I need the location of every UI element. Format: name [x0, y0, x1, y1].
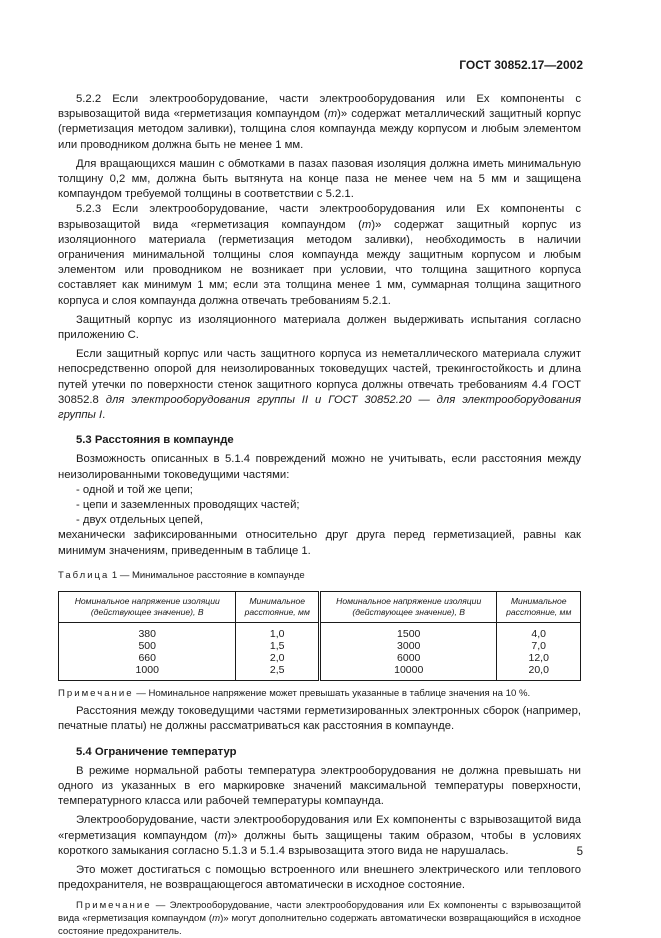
table-row — [59, 664, 581, 681]
table-cell: 2,5 — [236, 664, 320, 681]
standard-header: ГОСТ 30852.17—2002 — [459, 58, 583, 72]
table-cell: 6000 — [319, 652, 496, 664]
table-cell: 3000 — [319, 640, 496, 652]
short-circuit-protection-paragraph: Электрооборудование, части электрооборудования или Ex компоненты с взрывозащитой вида «герметизация компаундом (m)» должны быть защищены таким образом, чтобы в условиях короткого замыкания согласно 5.1.3 и 5.1.4 взрывозащита этого вида не нарушалась. — [58, 814, 582, 857]
table-cell: 500 — [59, 640, 236, 652]
table-cell: 1,0 — [236, 623, 320, 641]
table-cell: 12,0 — [497, 652, 581, 664]
table-cell: 10000 — [319, 664, 496, 681]
table-cell: 1000 — [59, 664, 236, 681]
temperature-paragraph: В режиме нормальной работы температура электрооборудования не должна превышать ни одного из указанных в его маркировке значений максимальной температуры поверхности, температурного класса или рабочей температуры компаунда. — [58, 764, 581, 808]
col-header-distance: Минимальное расстояние, мм — [236, 592, 320, 623]
distances-intro-paragraph: Возможность описанных в 5.1.4 повреждений можно не учитывать, если расстояния между неизолированными токоведущими частями: — [58, 453, 581, 481]
distances-continuation-paragraph: механически зафиксированными относительно друг друга перед герметизацией, равны как минимум значениям, приведенным в таблице 1. — [58, 529, 581, 557]
table-cell: 4,0 — [497, 623, 581, 641]
document-body — [58, 92, 581, 938]
temperature-note: Примечание — Электрооборудование, части электрооборудования или Ex компоненты с взрывозащитой вида «герметизация компаундом (m)» могут дополнительно содержать автоматически возвращающийся в исходное состояние предохранитель. — [58, 900, 581, 938]
list-item: - одной и той же цепи; — [76, 483, 193, 496]
table-cell: 380 — [59, 623, 236, 641]
col-header-distance: Минимальное расстояние, мм — [497, 592, 581, 623]
table-note: Примечание — Номинальное напряжение может превышать указанные в таблице значения на 10 %. — [58, 688, 531, 700]
list-item: - двух отдельных цепей, — [76, 514, 204, 527]
table-cell: 660 — [59, 652, 236, 664]
section-5-3-title: 5.3 Расстояния в компаунде — [76, 434, 234, 447]
table-cell: 7,0 — [497, 640, 581, 652]
table-cell: 1,5 — [236, 640, 320, 652]
table-row — [59, 623, 581, 641]
table-cell: 2,0 — [236, 652, 320, 664]
enclosure-test-paragraph: Защитный корпус из изоляционного материала должен выдерживать испытания согласно приложению С. — [58, 313, 581, 342]
rotating-machines-paragraph: Для вращающихся машин с обмотками в пазах пазовая изоляция должна иметь минимальную толщину 0,2 мм, должна быть вытянута на конце паза не менее чем на 5 мм и защищена компаундом требуемой толщины в соответствии с 5.2.1. — [58, 157, 581, 201]
table-header-row — [59, 592, 581, 623]
pcb-distances-paragraph: Расстояния между токоведущими частями герметизированных электронных сборок (например, печатные платы) не должны рассматриваться как расстояния в компаунде. — [58, 705, 581, 733]
table-row — [59, 640, 581, 652]
table-row — [59, 652, 581, 664]
min-distance-table — [58, 591, 581, 681]
nonmetallic-enclosure-paragraph: Если защитный корпус или часть защитного корпуса из неметаллического материала служит непосредственно опорой для неизолированных токоведущих частей, трекингостойкость и длина путей утечки по поверхности стенок защитного корпуса должны отвечать требованиям 4.4 ГОСТ 30852.8 для электрооборудования группы II и ГОСТ 30852.20 — для электрооборудования группы I. — [58, 348, 581, 422]
table-cell: 1500 — [319, 623, 496, 641]
table-cell: 20,0 — [497, 664, 581, 681]
col-header-voltage: Номинальное напряжение изоляции (действующее значение), В — [59, 592, 236, 623]
fuse-paragraph: Это может достигаться с помощью встроенного или внешнего электрического или теплового предохранителя, не возвращающегося автоматически в исходное состояние. — [58, 863, 581, 892]
clause-5-2-3: 5.2.3 Если электрооборудование, части электрооборудования или Ex компоненты с взрывозащитой вида «герметизация компаундом (m)» содержат защитный корпус из изоляционного материала (герметизация методом заливки), необходимость в наличии ограничения минимальной толщины слоя компаунда между защитным корпусом и любым элементом или проводником не возникает при условии, что толщина защитного корпуса составляет как минимум 1 мм; если эта толщина менее 1 мм, суммарная толщина защитного корпуса и слоя компаунда должна отвечать требованиям 5.2.1. — [58, 203, 581, 307]
table-caption: Таблица 1 — Минимальное расстояние в компаунде — [58, 569, 305, 581]
section-5-4-title: 5.4 Ограничение температур — [76, 745, 237, 758]
page-number: 5 — [576, 846, 583, 858]
clause-5-2-2: 5.2.2 Если электрооборудование, части электрооборудования или Ex компоненты с взрывозащитой вида «герметизация компаундом (m)» содержат металлический защитный корпус (герметизация методом заливки), толщина слоя компаунда между корпусом и любым элементом или проводником должна быть не менее 1 мм. — [58, 93, 582, 151]
col-header-voltage: Номинальное напряжение изоляции (действующее значение), В — [319, 592, 496, 623]
list-item: - цепи и заземленных проводящих частей; — [76, 499, 300, 512]
